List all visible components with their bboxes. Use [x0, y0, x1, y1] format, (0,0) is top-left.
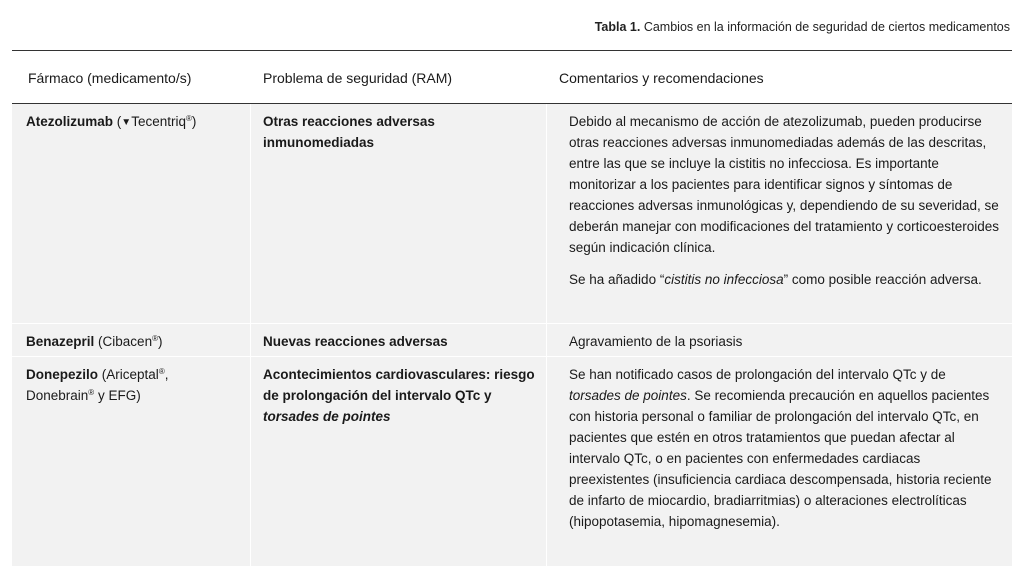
comment-emphasis: cistitis no infecciosa — [664, 272, 784, 287]
drug-name: Donepezilo — [26, 367, 99, 382]
header-farmaco: Fármaco (medicamento/s) — [28, 70, 192, 86]
registered-mark: ® — [158, 367, 165, 376]
brand-name: Tecentriq — [131, 114, 186, 129]
table-row — [12, 356, 1012, 567]
brand-name: Ariceptal — [106, 367, 159, 382]
paren: ) — [157, 334, 163, 349]
cell-problem — [250, 357, 547, 567]
brand-name: Donebrain — [26, 388, 89, 403]
table-row — [12, 323, 1012, 357]
header-problema: Problema de seguridad (RAM) — [263, 70, 453, 86]
cell-drug — [12, 324, 250, 357]
paren: ( — [101, 367, 107, 382]
problem-emphasis: torsades de pointes — [263, 409, 391, 424]
comment-text — [569, 364, 999, 532]
table-body — [12, 104, 1012, 566]
header-comentarios: Comentarios y recomendaciones — [559, 70, 764, 86]
brand-name: Cibacen — [102, 334, 153, 349]
paren: ( — [116, 114, 122, 129]
separator: , — [164, 367, 169, 382]
problem-text: Nuevas reacciones adversas — [263, 334, 448, 349]
cell-comment — [546, 324, 1012, 357]
paren: ) — [191, 114, 197, 129]
comment-text: Se ha añadido “ — [569, 272, 665, 287]
cell-drug — [12, 104, 250, 323]
cell-drug — [12, 357, 250, 567]
comment-text-post: . Se recomienda precaución en aquellos pacientes con historia personal o familiar de prolongación del intervalo QTc, en pacientes que estén en otros tratamientos que puedan afectar al intervalo QTc, o en pacientes con enfermedades cardiacas preexistentes (insuficiencia cardiaca descompensada, historia reciente de infarto de miocardio, bradiarritmias) o alteraciones electrolíticas (hipopotasemia, hipomagnesemia). — [569, 388, 992, 529]
comment-text: ” como posible reacción adversa. — [783, 272, 982, 287]
registered-mark: ® — [88, 388, 95, 397]
problem-text — [263, 364, 541, 427]
cell-problem — [250, 324, 547, 357]
cell-comment — [546, 104, 1012, 323]
black-triangle-icon: ▼ — [121, 117, 132, 128]
drug-name: Benazepril — [26, 334, 95, 349]
table-row — [12, 104, 1012, 323]
cell-comment — [546, 357, 1012, 567]
problem-text-main: Acontecimientos cardiovasculares: riesgo de prolongación del intervalo QTc y — [263, 367, 535, 403]
comment-text: Agravamiento de la psoriasis — [569, 334, 743, 349]
caption-text: Cambios en la información de seguridad de ciertos medicamentos — [643, 20, 1010, 34]
comment-paragraph: Debido al mecanismo de acción de atezolizumab, pueden producirse otras reacciones adversas inmunomediadas además de las descritas, entre las que se incluye la cistitis no infecciosa. Es importante monitorizar a los pacientes para identificar signos y síntomas de reacciones adversas inmunológicas y, dependiendo de su severidad, se deberán manejar con modificaciones del tratamiento y corticoesteroides según indicación clínica. — [569, 114, 999, 255]
table-caption — [595, 20, 1010, 34]
brand-tail: y EFG) — [97, 388, 141, 403]
comment-emphasis: torsades de pointes — [569, 388, 687, 403]
comment-text-pre: Se han notificado casos de prolongación del intervalo QTc y de — [569, 367, 946, 382]
comment-paragraph — [569, 269, 999, 290]
registered-mark: ® — [152, 334, 158, 343]
registered-mark: ® — [185, 114, 192, 123]
problem-text: Otras reacciones adversas inmunomediadas — [263, 114, 435, 150]
cell-problem — [250, 104, 547, 323]
paren: ( — [98, 334, 103, 349]
caption-label: Tabla 1. — [594, 20, 641, 34]
table-header — [12, 51, 1012, 104]
drug-name: Atezolizumab — [26, 114, 114, 129]
